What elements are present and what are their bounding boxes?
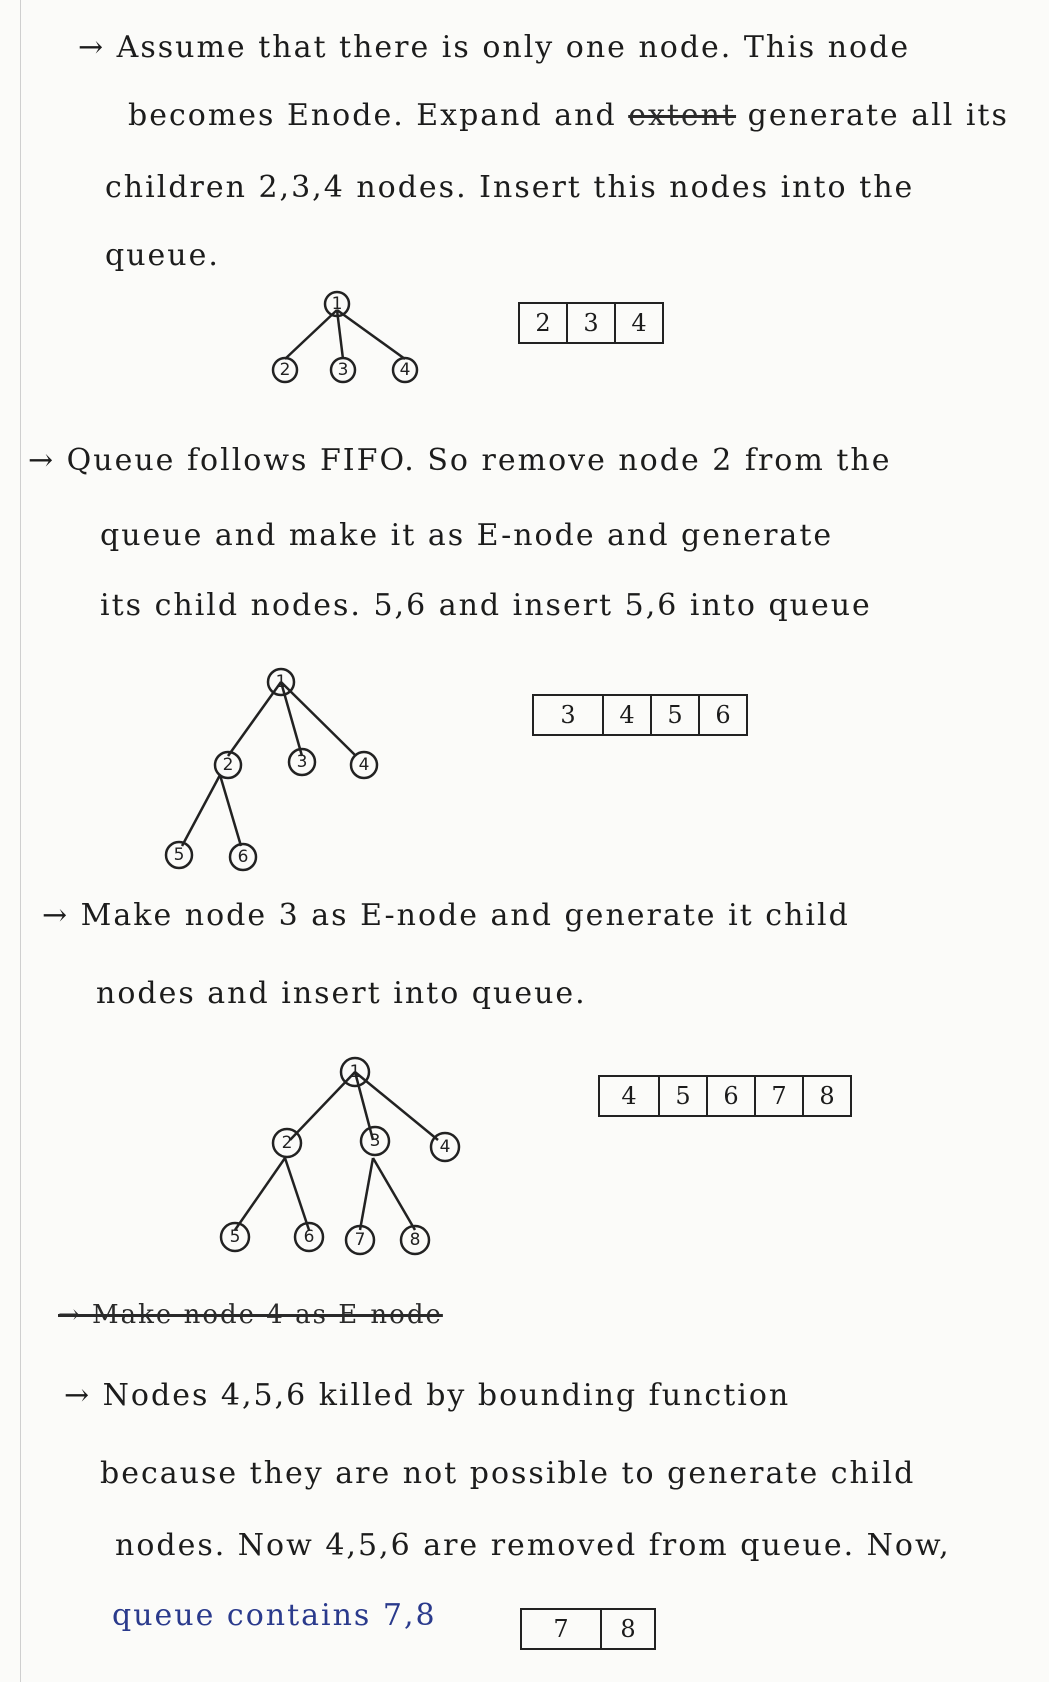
queue-box-2 [532,694,748,736]
text-line: → Assume that there is only one node. This node [78,30,911,65]
tree-diagram-3 [205,1050,465,1270]
queue-cell: 8 [819,1082,835,1110]
svg-text:5: 5 [229,1227,241,1247]
tree-node [346,1226,374,1254]
tree-node [273,1129,301,1157]
text-line: → Queue follows FIFO. So remove node 2 from the [28,443,892,478]
queue-cell: 7 [522,1610,602,1648]
tree-node [351,752,377,778]
svg-text:6: 6 [303,1227,315,1247]
tree-diagram-1 [260,285,430,395]
text-line: → Make node 3 as E-node and generate it child [42,898,850,933]
svg-text:3: 3 [337,360,349,380]
tree-node [221,1223,249,1251]
queue-box-3 [598,1075,852,1117]
svg-text:1: 1 [331,294,343,314]
queue-cell: 5 [652,696,700,734]
struck-word: extent [628,98,737,133]
tree-node [361,1127,389,1155]
queue-cell: 2 [520,304,568,342]
queue-cell: 4 [631,309,647,337]
svg-text:3: 3 [296,752,308,772]
svg-text:3: 3 [369,1131,381,1151]
tree-node [331,358,355,382]
queue-cell: 8 [620,1615,636,1643]
svg-text:5: 5 [173,845,185,865]
svg-text:4: 4 [358,755,370,775]
svg-text:8: 8 [409,1230,421,1250]
tree-node [431,1133,459,1161]
tree-node [273,358,297,382]
tree-node [215,752,241,778]
queue-cell: 6 [715,701,731,729]
svg-text:6: 6 [237,847,249,867]
queue-cell: 4 [604,696,652,734]
tree-node [325,292,349,316]
svg-text:1: 1 [275,672,287,692]
queue-cell: 3 [568,304,616,342]
tree-node [230,844,256,870]
svg-text:2: 2 [279,360,291,380]
tree-node [401,1226,429,1254]
queue-cell: 3 [534,696,604,734]
text-line [128,98,1009,133]
queue-cell: 5 [660,1077,708,1115]
tree-node [268,669,294,695]
queue-box-1 [518,302,664,344]
text-fragment: becomes Enode. Expand and [128,98,617,133]
text-line: its child nodes. 5,6 and insert 5,6 into queue [100,588,872,623]
tree-node [295,1223,323,1251]
text-line: nodes and insert into queue. [96,976,587,1011]
text-fragment: generate all its [747,98,1009,133]
text-line: → Nodes 4,5,6 killed by bounding function [64,1378,791,1413]
text-line: queue. [105,238,220,273]
svg-text:7: 7 [354,1230,366,1250]
struck-line: → Make node 4 as E-node [58,1300,443,1330]
tree-node [289,749,315,775]
svg-text:2: 2 [222,755,234,775]
queue-cell: 4 [600,1077,660,1115]
text-line: because they are not possible to generate child [100,1456,916,1491]
queue-box-4 [520,1608,656,1650]
svg-text:4: 4 [399,360,411,380]
queue-cell: 7 [756,1077,804,1115]
text-line: queue contains 7,8 [112,1598,437,1633]
queue-cell: 6 [708,1077,756,1115]
text-line: queue and make it as E-node and generate [100,518,834,553]
text-line: nodes. Now 4,5,6 are removed from queue. Now, [115,1528,951,1563]
page-margin-line [20,0,21,1682]
svg-text:2: 2 [281,1133,293,1153]
tree-node [166,842,192,868]
tree-node [393,358,417,382]
svg-text:4: 4 [439,1137,451,1157]
tree-node [341,1058,369,1086]
svg-text:1: 1 [349,1062,361,1082]
text-line: children 2,3,4 nodes. Insert this nodes into the [105,170,915,205]
tree-diagram-2 [150,655,390,875]
